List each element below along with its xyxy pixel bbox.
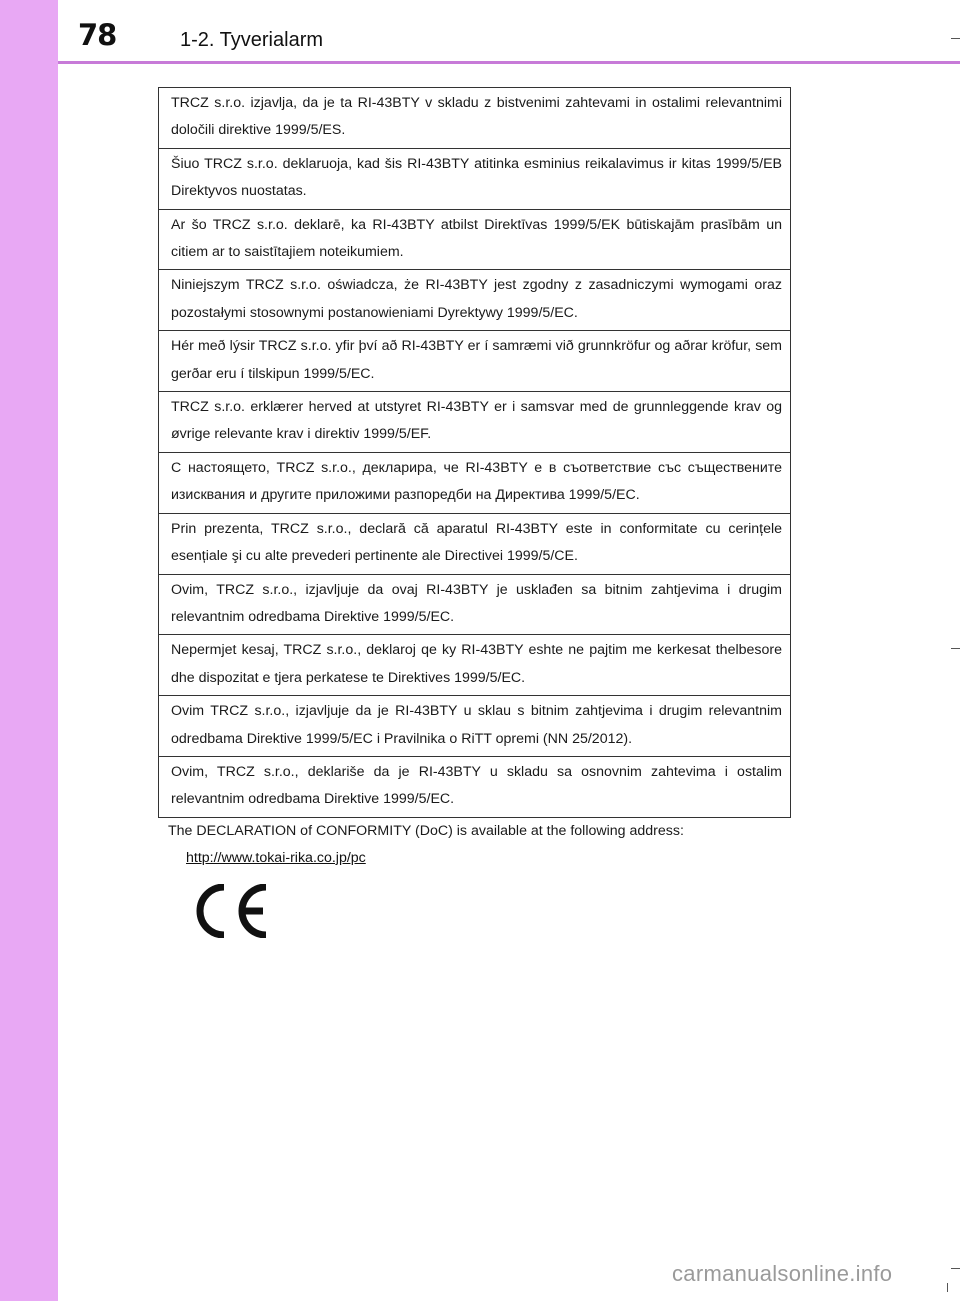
crop-mark: [947, 1283, 948, 1292]
declaration-row-sq: Nepermjet kesaj, TRCZ s.r.o., deklaroj qe ky RI-43BTY eshte ne pajtim me kerkesat thelbesore dhe dispozitat e tjera perkatese te Direktives 1999/5/EC.: [159, 634, 790, 695]
declaration-row-lt: Šiuo TRCZ s.r.o. deklaruoja, kad šis RI-43BTY atitinka esminius reikalavimus ir kitas 1999/5/EB Direktyvos nuostatas.: [159, 148, 790, 209]
declaration-row-sl: TRCZ s.r.o. izjavlja, da je ta RI-43BTY v skladu z bistvenimi zahtevami in ostalimi relevantnimi določili direktive 1999/5/ES.: [171, 95, 782, 139]
declaration-row-pl: Niniejszym TRCZ s.r.o. oświadcza, że RI-43BTY jest zgodny z zasadniczymi wymogami oraz pozostałymi stosownymi postanowieniami Dyrektywy 1999/5/EC.: [159, 269, 790, 330]
section-title: 1-2. Tyverialarm: [180, 29, 324, 51]
declaration-row-ro: Prin prezenta, TRCZ s.r.o., declară că aparatul RI-43BTY este in conformitate cu cerințele esențiale şi cu alte prevederi pertinente ale Directivei 1999/5/CE.: [159, 513, 790, 574]
doc-availability-note: The DECLARATION of CONFORMITY (DoC) is available at the following address:: [168, 823, 684, 839]
crop-mark: [951, 38, 960, 39]
declaration-row-bg: С настоящето, TRCZ s.r.o., декларира, че RI-43BTY е в съответствие със съществените изисквания и другите приложими разпоредби на Директива 1999/5/ЕС.: [159, 452, 790, 513]
doc-url-link[interactable]: http://www.tokai-rika.co.jp/pc: [186, 850, 366, 866]
crop-mark: [951, 648, 960, 649]
ce-mark-icon: [193, 884, 271, 938]
header-divider: [58, 61, 960, 64]
page-number: 78: [78, 18, 117, 52]
side-color-band: [0, 0, 58, 1301]
crop-mark: [951, 1268, 960, 1269]
declaration-row-sr: Ovim, TRCZ s.r.o., deklariše da je RI-43BTY u skladu sa osnovnim zahtevima i ostalim relevantnim odredbama Direktive 1999/5/EC.: [159, 756, 790, 817]
declaration-row-hr: Ovim TRCZ s.r.o., izjavljuje da je RI-43BTY u sklau s bitnim zahtjevima i drugim relevantnim odredbama Direktive 1999/5/EC i Pravilnika o RiTT opremi (NN 25/2012).: [159, 695, 790, 756]
declaration-table: [158, 87, 791, 818]
declaration-row-lv: Ar šo TRCZ s.r.o. deklarē, ka RI-43BTY atbilst Direktīvas 1999/5/EK būtiskajām prasībām un citiem ar to saistītajiem noteikumiem.: [159, 209, 790, 270]
declaration-row-no: TRCZ s.r.o. erklærer herved at utstyret RI-43BTY er i samsvar med de grunnleggende krav og øvrige relevante krav i direktiv 1999/5/EF.: [159, 391, 790, 452]
declaration-row-bs: Ovim, TRCZ s.r.o., izjavljuje da ovaj RI-43BTY je usklađen sa bitnim zahtjevima i drugim relevantnim odredbama Direktive 1999/5/EC.: [159, 574, 790, 635]
declaration-row-is: Hér með lýsir TRCZ s.r.o. yfir því að RI-43BTY er í samræmi við grunnkröfur og aðrar kröfur, sem gerðar eru í tilskipun 1999/5/EC.: [159, 330, 790, 391]
watermark: carmanualsonline.info: [672, 1261, 893, 1286]
